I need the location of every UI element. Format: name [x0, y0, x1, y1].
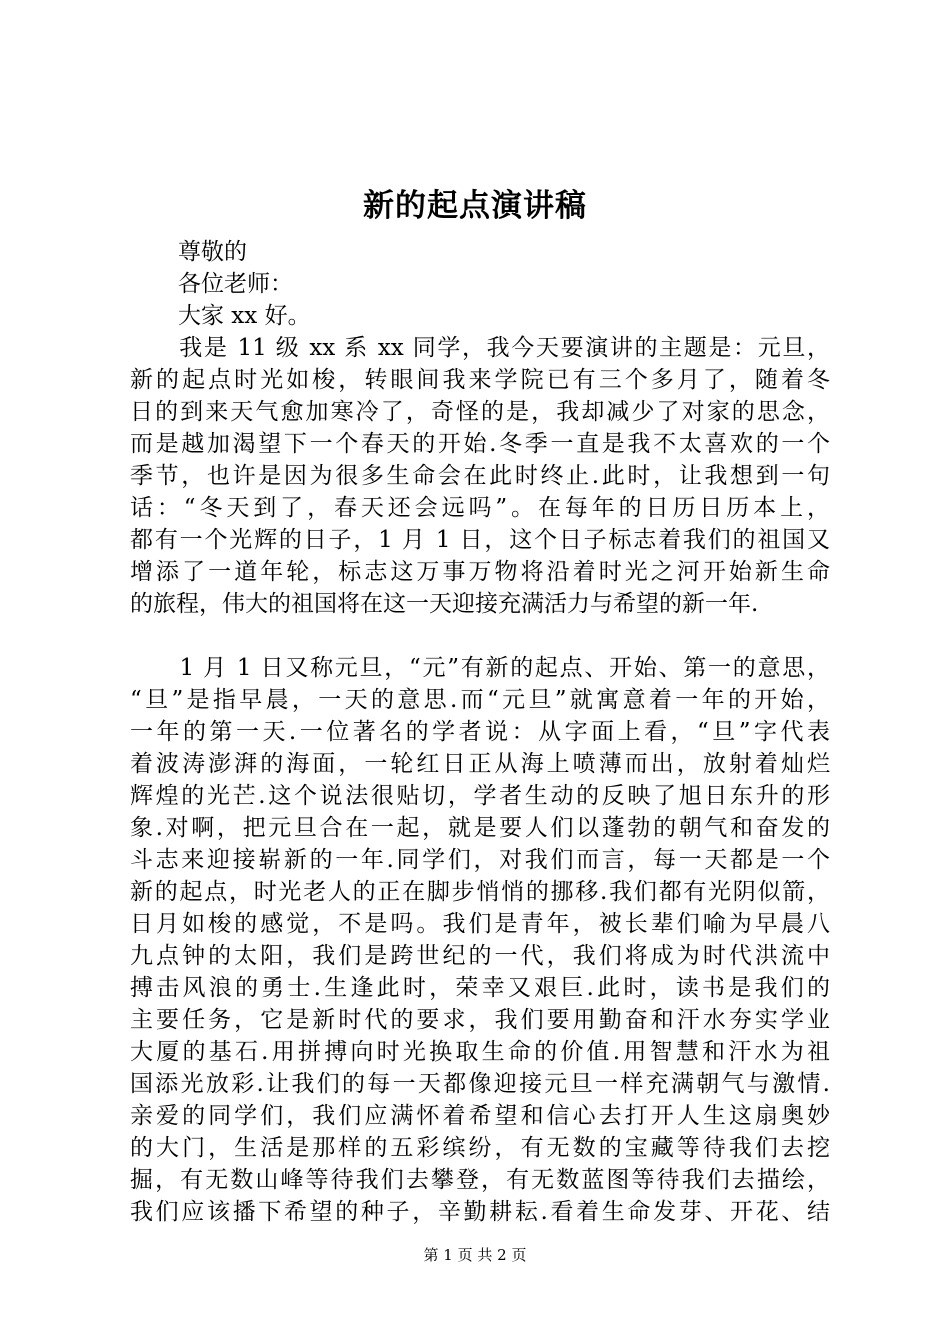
text-line: 亲爱的同学们，我们应满怀着希望和信心去打开人生这扇奥妙 [130, 1103, 830, 1129]
text-line: 都有一个光辉的日子，1 月 1 日，这个日子标志着我们的祖国又 [130, 527, 830, 553]
text-line: 九点钟的太阳，我们是跨世纪的一代，我们将成为时代洪流中 [130, 943, 830, 969]
text-line: 国添光放彩.让我们的每一天都像迎接元旦一样充满朝气与激情. [130, 1071, 830, 1097]
salutation-line: 大家 xx 好。 [178, 303, 311, 329]
paragraph [130, 652, 830, 1228]
text-line: 主要任务，它是新时代的要求，我们要用勤奋和汗水夯实学业 [130, 1007, 830, 1033]
document-title: 新的起点演讲稿 [363, 188, 587, 224]
text-line: 新的起点时光如梭，转眼间我来学院已有三个多月了，随着冬 [130, 367, 830, 393]
text-line: 1 月 1 日又称元旦，“元”有新的起点、开始、第一的意思， [130, 655, 830, 681]
text-line: 新的起点，时光老人的正在脚步悄悄的挪移.我们都有光阴似箭， [130, 879, 830, 905]
text-line: 斗志来迎接崭新的一年.同学们，对我们而言，每一天都是一个 [130, 847, 830, 873]
document-body [130, 236, 830, 1228]
text-line: 一年的第一天.一位著名的学者说：从字面上看，“旦”字代表 [130, 719, 830, 745]
text-line: 而是越加渴望下一个春天的开始.冬季一直是我不太喜欢的一个 [130, 431, 830, 457]
text-line: 日的到来天气愈加寒冷了，奇怪的是，我却减少了对家的思念， [130, 399, 830, 425]
paragraph [130, 332, 830, 620]
paragraph-gap [130, 620, 830, 652]
salutation-line: 各位老师： [178, 271, 293, 297]
text-line: 着波涛澎湃的海面，一轮红日正从海上喷薄而出，放射着灿烂 [130, 751, 830, 777]
text-line: 辉煌的光芒.这个说法很贴切，学者生动的反映了旭日东升的形 [130, 783, 830, 809]
text-line: 季节，也许是因为很多生命会在此时终止.此时，让我想到一句 [130, 463, 830, 489]
text-line: 搏击风浪的勇士.生逢此时，荣幸又艰巨.此时，读书是我们的 [130, 975, 830, 1001]
text-line: 大厦的基石.用拼搏向时光换取生命的价值.用智慧和汗水为祖 [130, 1039, 830, 1065]
text-line: “旦”是指早晨，一天的意思.而“元旦”就寓意着一年的开始， [130, 687, 830, 713]
salutation-line: 尊敬的 [178, 239, 247, 265]
text-line: 掘，有无数山峰等待我们去攀登，有无数蓝图等待我们去描绘， [130, 1167, 830, 1193]
text-line: 增添了一道年轮，标志这万事万物将沿着时光之河开始新生命 [130, 559, 830, 585]
text-line: 象.对啊，把元旦合在一起，就是要人们以蓬勃的朝气和奋发的 [130, 815, 830, 841]
text-line: 的旅程，伟大的祖国将在这一天迎接充满活力与希望的新一年. [130, 591, 759, 617]
text-line: 我是 11 级 xx 系 xx 同学，我今天要演讲的主题是：元旦， [130, 335, 830, 361]
text-line: 话：“冬天到了，春天还会远吗”。在每年的日历日历本上， [130, 495, 830, 521]
text-line: 我们应该播下希望的种子，辛勤耕耘.看着生命发芽、开花、结 [130, 1199, 830, 1225]
text-line: 日月如梭的感觉，不是吗。我们是青年，被长辈们喻为早晨八 [130, 911, 830, 937]
text-line: 的大门，生活是那样的五彩缤纷，有无数的宝藏等待我们去挖 [130, 1135, 830, 1161]
page-number-footer: 第 1 页 共 2 页 [423, 1246, 527, 1264]
